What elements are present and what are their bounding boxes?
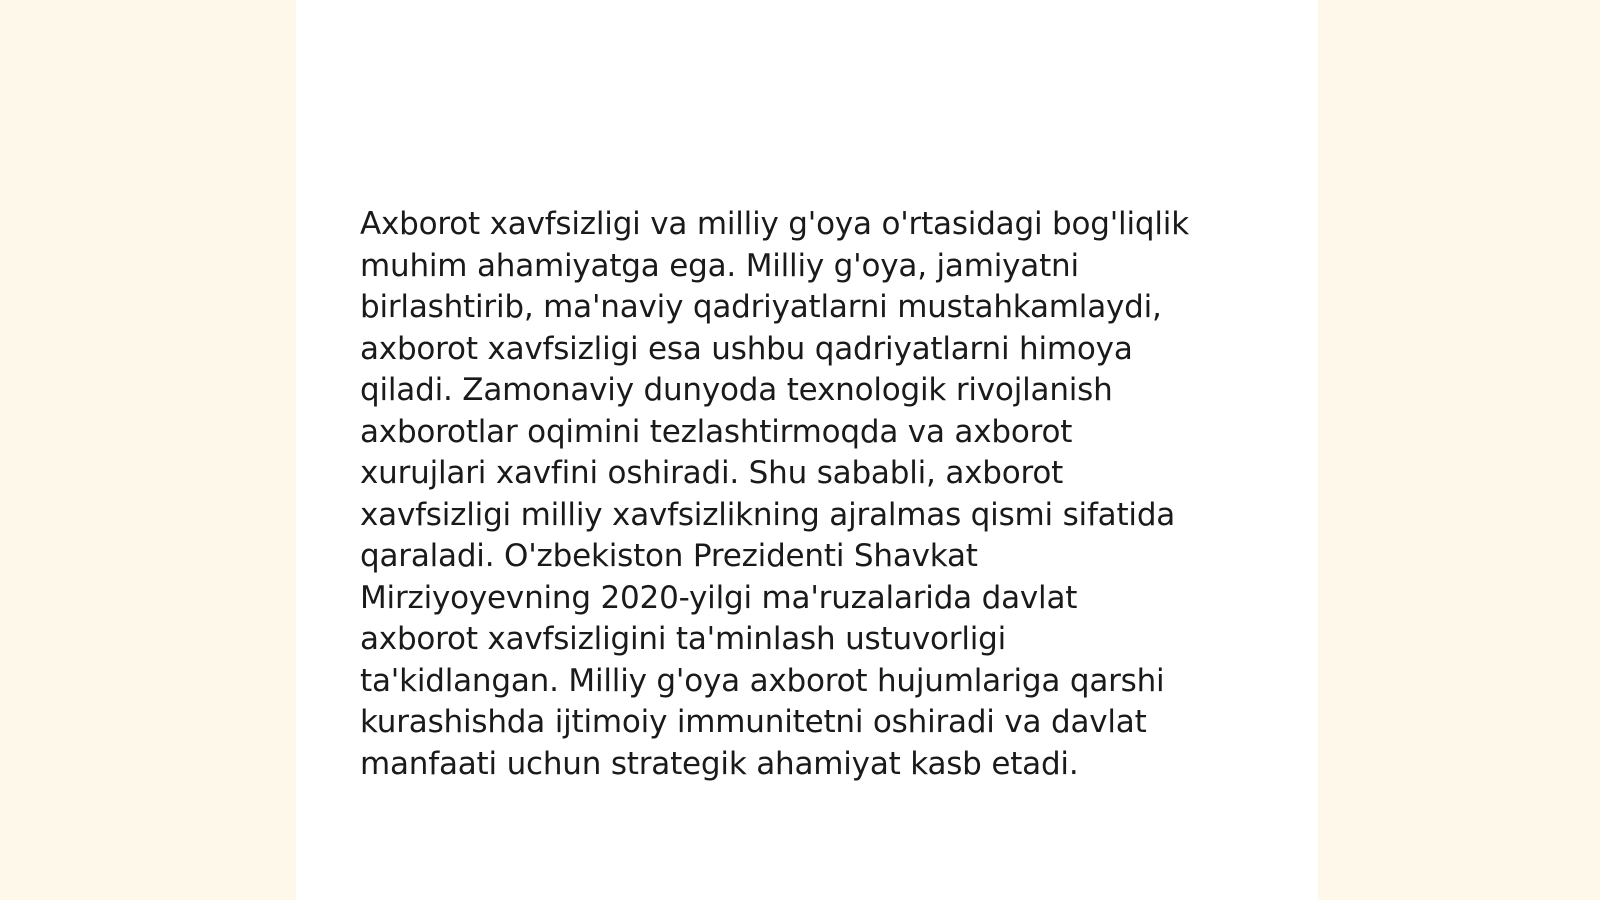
body-paragraph <box>360 204 1240 785</box>
paragraph-line: axborot xavfsizligini ta'minlash ustuvorligi <box>360 621 1007 657</box>
paragraph-line: ta'kidlangan. Milliy g'oya axborot hujumlariga qarshi <box>360 662 1165 699</box>
paragraph-line: xavfsizligi milliy xavfsizlikning ajralmas qismi sifatida <box>360 496 1176 533</box>
paragraph-line: Mirziyoyevning 2020-yilgi ma'ruzalarida davlat <box>360 579 1078 616</box>
paragraph-line: manfaati uchun strategik ahamiyat kasb etadi. <box>360 745 1079 782</box>
paragraph-line: kurashishda ijtimoiy immunitetni oshiradi va davlat <box>360 704 1147 740</box>
paragraph-line: xurujlari xavfini oshiradi. Shu sababli, axborot <box>360 455 1064 491</box>
document-page <box>296 0 1318 900</box>
paragraph-line: axborotlar oqimini tezlashtirmoqda va axborot <box>360 413 1073 450</box>
paragraph-line: birlashtirib, ma'naviy qadriyatlarni mustahkamlaydi, <box>360 289 1162 325</box>
paragraph-line: qiladi. Zamonaviy dunyoda texnologik rivojlanish <box>360 372 1113 408</box>
paragraph-line: qaraladi. O'zbekiston Prezidenti Shavkat <box>360 538 978 574</box>
paragraph-line: muhim ahamiyatga ega. Milliy g'oya, jamiyatni <box>360 247 1079 284</box>
paragraph-line: axborot xavfsizligi esa ushbu qadriyatlarni himoya <box>360 330 1133 367</box>
paragraph-line: Axborot xavfsizligi va milliy g'oya o'rtasidagi bog'liqlik <box>360 206 1189 242</box>
